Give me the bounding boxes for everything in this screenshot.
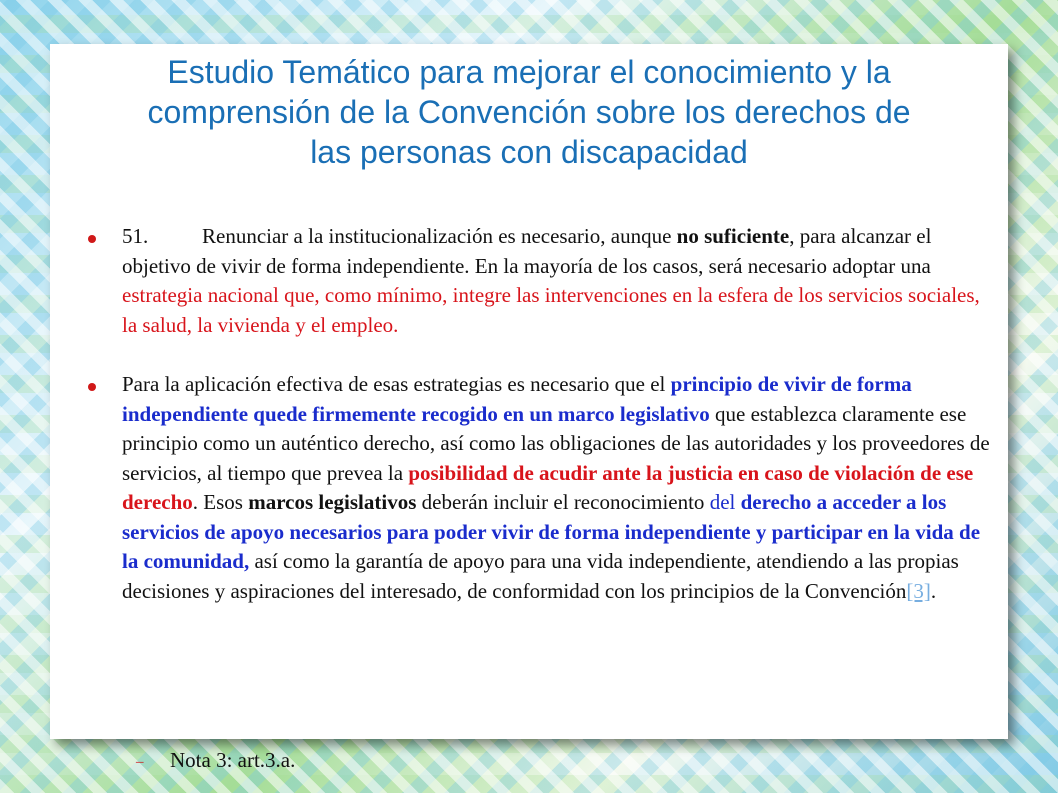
bullet-list xyxy=(80,222,990,606)
title-line-3: las personas con discapacidad xyxy=(310,134,748,170)
bullet2-text-4: deberán incluir el reconocimiento xyxy=(416,490,710,514)
bullet-item-51 xyxy=(80,222,990,340)
bullet2-text-3: . Esos xyxy=(192,490,249,514)
bullet2-highlight-red: posibilidad de acudir ante la justicia en caso de violación de ese derecho xyxy=(122,460,974,514)
bullet2-highlight-blue-2: derecho a acceder a los servicios de apoyo necesarios para poder vivir de forma independiente y participar en la vida de la comunidad, xyxy=(122,490,981,573)
bullet2-text-5: así como la garantía de apoyo para una vida independiente, atendiendo a las propias decisiones y aspiraciones del interesado, de conformidad con los principios de la Convención xyxy=(122,549,959,603)
bullet-item-strategies xyxy=(80,370,990,606)
footnote-link[interactable]: [3] xyxy=(906,578,931,603)
bullet2-blue-text: del xyxy=(709,490,741,514)
bullet1-text-1: Renunciar a la institucionalización es necesario, aunque xyxy=(202,224,677,248)
bullet2-text-6: . xyxy=(930,578,937,603)
dash-bullet-icon: – xyxy=(136,753,144,770)
bullet1-bold-text: no suficiente xyxy=(676,224,790,248)
title-line-1: Estudio Temático para mejorar el conocimiento y la xyxy=(167,54,891,90)
bullet2-text-2: que establezca claramente ese principio como un auténtico derecho, así como las obligaciones de las autoridades y los proveedores de servicios, al tiempo que prevea la xyxy=(122,401,990,485)
bullet2-bold-text: marcos legislativos xyxy=(248,490,417,514)
paragraph-number: 51. xyxy=(122,224,149,248)
sub-bullet-note xyxy=(136,746,295,777)
bullet1-text-2: , para alcanzar el objetivo de vivir de forma independiente. En la mayoría de los casos, será necesario adoptar una xyxy=(122,224,932,278)
title-line-2: comprensión de la Convención sobre los derechos de xyxy=(147,94,911,130)
bullet1-highlight-red: estrategia nacional que, como mínimo, integre las intervenciones en la esfera de los servicios sociales, la salud, la vivienda y el empleo. xyxy=(122,283,980,337)
bullet-dot-icon xyxy=(88,235,96,243)
bullet2-text-1: Para la aplicación efectiva de esas estrategias es necesario que el xyxy=(122,372,671,396)
bullet2-highlight-blue-1: principio de vivir de forma independiente quede firmemente recogido en un marco legislativo xyxy=(122,372,912,426)
slide-title xyxy=(70,52,988,172)
bullet-dot-icon xyxy=(88,383,96,391)
note-text: Nota 3: art.3.a. xyxy=(170,748,296,772)
